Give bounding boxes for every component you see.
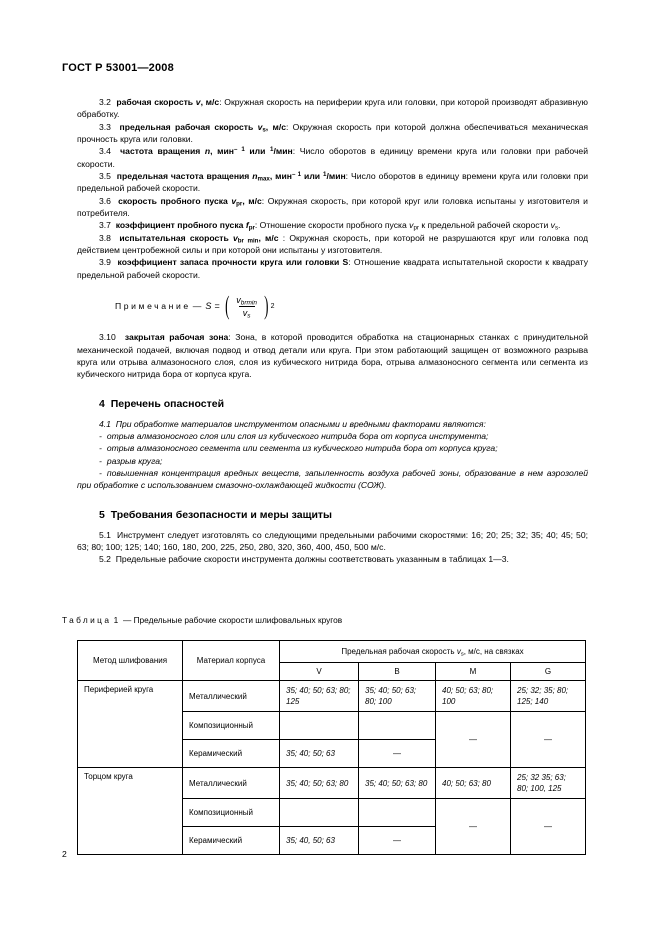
cell-material: Металлический (183, 768, 280, 799)
header-bond-g: G (511, 663, 586, 681)
clause-5-2-number: 5.2 (99, 554, 111, 565)
list-item (77, 442, 588, 454)
list-item-text: разрыв круга; (106, 455, 163, 466)
cell-speed-m: — (436, 799, 511, 855)
header-bond-m: M (436, 663, 511, 681)
clause-5-2-text: Предельные рабочие скорости инструмента должны соответствовать указанным в таблицах 1—3. (115, 554, 509, 565)
clause-3-7 (77, 219, 588, 231)
clause-3-7-term: коэффициент пробного пуска $f_{pr}$ (115, 220, 255, 232)
list-item-text: отрыв алмазоносного сегмента или сегмента из кубического нитрида бора от корпуса круга; (106, 443, 498, 454)
cell-speed-m: — (436, 712, 511, 768)
list-item-text: отрыв алмазоносного слоя или слоя из кубического нитрида бора от корпуса инструмента; (106, 430, 489, 441)
clause-3-3 (77, 121, 588, 146)
clause-3-10-number: 3.10 (99, 332, 116, 343)
section-5-heading (77, 509, 588, 521)
cell-material: Керамический (183, 827, 280, 855)
table-row (78, 681, 586, 712)
cell-speed-b (359, 799, 436, 827)
dash-bullet-icon: - (99, 430, 102, 441)
left-paren-icon: ( (224, 290, 230, 320)
note-label: Примечание (115, 301, 191, 312)
header-method: Метод шлифования (78, 641, 183, 681)
clause-3-8 (77, 232, 588, 257)
clause-3-6-number: 3.6 (99, 195, 111, 206)
clause-3-3-number: 3.3 (99, 121, 111, 132)
clause-3-5-definition: : Число оборотов в единицу времени круга или головки при предельной рабочей скорости. (77, 171, 589, 194)
list-item (77, 430, 588, 442)
cell-speed-v: 35; 40, 50; 63 (280, 827, 359, 855)
cell-speed-v (280, 712, 359, 740)
clause-4-1-number: 4.1 (99, 418, 111, 429)
clause-3-6-term: скорость пробного пуска $v_{pr}$, м/с (118, 195, 262, 208)
clause-3-8-number: 3.8 (99, 232, 111, 243)
cell-speed-b: — (359, 740, 436, 768)
clause-3-9-term: коэффициент запаса прочности круга или головки S (117, 257, 349, 268)
list-item-text: повышенная концентрация вредных веществ, запыленность воздуха рабочей зоны, образование в нем аэрозолей при обработке с использованием смазочно-охлаждающей жидкости (СОЖ). (77, 467, 588, 491)
clause-3-10-definition: : Зона, в которой проводится обработка на стационарных станках с принудительной механической подачей, включая подвод и отвод детали или круга. При этом работающий защищен от возможного разрыва круга или отрыва алмазоносного слоя, слоя из кубического нитрида бора, отрыва алмазоносного сегмента или сегмента из кубического нитрида бора от корпуса круга. (77, 332, 588, 380)
list-item (77, 455, 588, 467)
clause-3-2-number: 3.2 (99, 97, 111, 107)
list-item (77, 467, 588, 492)
clause-3-2-term: рабочая скорость v, м/с (116, 97, 220, 107)
page-number: 2 (62, 849, 67, 859)
cell-speed-v (280, 799, 359, 827)
right-paren-icon: ) (264, 290, 269, 320)
clause-3-5-term: предельная частота вращения $n_{max}$, мин$^{- 1}$ или $^1$/мин (116, 171, 346, 183)
header-speed-group: Предельная рабочая скорость $v_s$, м/с, на связках (280, 641, 586, 663)
dash-bullet-icon: - (99, 443, 102, 454)
dash-bullet-icon: - (99, 467, 102, 478)
cell-material: Композиционный (183, 712, 280, 740)
cell-speed-v: 35; 40; 50; 63 (280, 740, 359, 768)
clause-3-8-term: испытательная скорость $v_{br min}$, м/с (119, 232, 279, 245)
cell-speed-b (359, 712, 436, 740)
cell-speed-b: 35; 40; 50; 63; 80 (359, 768, 436, 799)
cell-speed-b: — (359, 827, 436, 855)
table-limiting-speeds (77, 640, 586, 855)
section-5-title: Требования безопасности и меры защиты (110, 508, 333, 521)
clause-5-1-number: 5.1 (99, 529, 111, 540)
cell-speed-b: 35; 40; 50; 63; 80; 100 (359, 681, 436, 712)
cell-speed-g: — (511, 799, 586, 855)
header-bond-v: V (280, 663, 359, 681)
table-caption-text: Предельные рабочие скорости шлифовальных кругов (133, 615, 343, 625)
formula-symbol-s: S (205, 301, 212, 312)
document-body (77, 96, 588, 566)
table-head (78, 641, 586, 681)
cell-speed-m: 40; 50; 63; 80; 100 (436, 681, 511, 712)
table-row (78, 768, 586, 799)
clause-3-3-term: предельная рабочая скорость $v_s$, м/с (119, 121, 286, 134)
cell-speed-g: — (511, 712, 586, 768)
spacer (77, 521, 588, 529)
clause-3-2 (77, 96, 588, 121)
cell-speed-v: 35; 40; 50; 63; 80 (280, 768, 359, 799)
section-4-number: 4 (99, 397, 105, 410)
clause-3-7-number: 3.7 (99, 220, 111, 231)
clause-3-4-number: 3.4 (99, 146, 111, 157)
clause-3-9-number: 3.9 (99, 257, 111, 268)
cell-speed-m: 40; 50; 63; 80 (436, 768, 511, 799)
clause-3-5-number: 3.5 (99, 171, 111, 182)
clause-4-1 (77, 418, 588, 430)
hazards-list (77, 430, 588, 492)
table-caption-word: Таблица (62, 615, 112, 625)
document-header: ГОСТ Р 53001—2008 (62, 62, 174, 74)
clause-3-9-definition: : Отношение квадрата испытательной скорости к квадрату предельной рабочей скорости. (77, 257, 588, 280)
clause-3-4-term: частота вращения n, мин$^{- 1}$ или $^1$/мин (120, 146, 293, 157)
formula-denominator: $v_s$ (239, 306, 255, 318)
formula-fraction (232, 295, 261, 318)
table-caption-dash: — (122, 615, 132, 625)
cell-material: Металлический (183, 681, 280, 712)
cell-material: Композиционный (183, 799, 280, 827)
clause-3-5 (77, 170, 588, 195)
dash-bullet-icon: - (99, 455, 102, 466)
clause-3-6-definition: : Окружная скорость, при которой круг или головка испытаны у изготовителя и потребителя. (77, 195, 588, 219)
formula-equals: = (214, 301, 220, 312)
clause-5-1 (77, 529, 588, 554)
header-material: Материал корпуса (183, 641, 280, 681)
table-1-caption (62, 615, 342, 625)
cell-method: Периферией круга (78, 681, 183, 768)
clause-3-10-term: закрытая рабочая зона (124, 332, 229, 343)
spacer (77, 410, 588, 418)
note-formula-line (77, 291, 588, 321)
clause-3-4-definition: : Число оборотов в единицу времени круга или головки при рабочей скорости. (77, 146, 589, 169)
clause-3-6 (77, 195, 588, 220)
section-4-title: Перечень опасностей (110, 397, 225, 410)
formula-numerator: $v_{brmin}$ (236, 294, 257, 307)
table-body (78, 681, 586, 855)
clause-3-2-definition: : Окружная скорость на периферии круга или головки, при которой производят абразивную обработку. (77, 97, 588, 120)
table-header-row-1 (78, 641, 586, 663)
formula-exponent: 2 (270, 302, 275, 310)
table-caption-number: 1 (113, 615, 121, 625)
header-bond-b: B (359, 663, 436, 681)
clause-5-2 (77, 553, 588, 565)
clause-5-1-text: Инструмент следует изготовлять со следующими предельными рабочими скоростями: 16; 20; 25; 32; 35; 40; 45; 50; 63; 80; 100; 125; 140; 160, 180, 200, 225, 250, 280, 320, 360, 400, 450, 500 м/с. (77, 529, 588, 552)
clause-3-9 (77, 256, 588, 281)
clause-3-7-definition: : Отношение скорости пробного пуска $v_{pr}$ к предельной рабочей скорости $v_s$. (254, 220, 561, 232)
clause-3-10 (77, 331, 588, 380)
cell-speed-v: 35; 40; 50; 63; 80; 125 (280, 681, 359, 712)
cell-speed-g: 25; 32; 35; 80; 125; 140 (511, 681, 586, 712)
clause-4-1-text: При обработке материалов инструментом опасными и вредными факторами являются: (115, 418, 486, 429)
safety-factor-formula (205, 290, 275, 320)
section-4-heading (77, 398, 588, 410)
clause-3-3-definition: : Окружная скорость при которой должна обеспечиваться механическая прочность круга или головки. (77, 121, 589, 145)
cell-material: Керамический (183, 740, 280, 768)
cell-speed-g: 25; 32 35; 63; 80; 100, 125 (511, 768, 586, 799)
cell-method: Торцом круга (78, 768, 183, 855)
note-dash: — (192, 301, 202, 312)
section-5-number: 5 (99, 508, 105, 521)
clause-3-8-definition: : Окружная скорость, при которой не разрушаются круг или головка под действием центробежной силы и при которой они испытаны у изготовителя. (77, 232, 588, 256)
clause-3-4 (77, 145, 588, 170)
